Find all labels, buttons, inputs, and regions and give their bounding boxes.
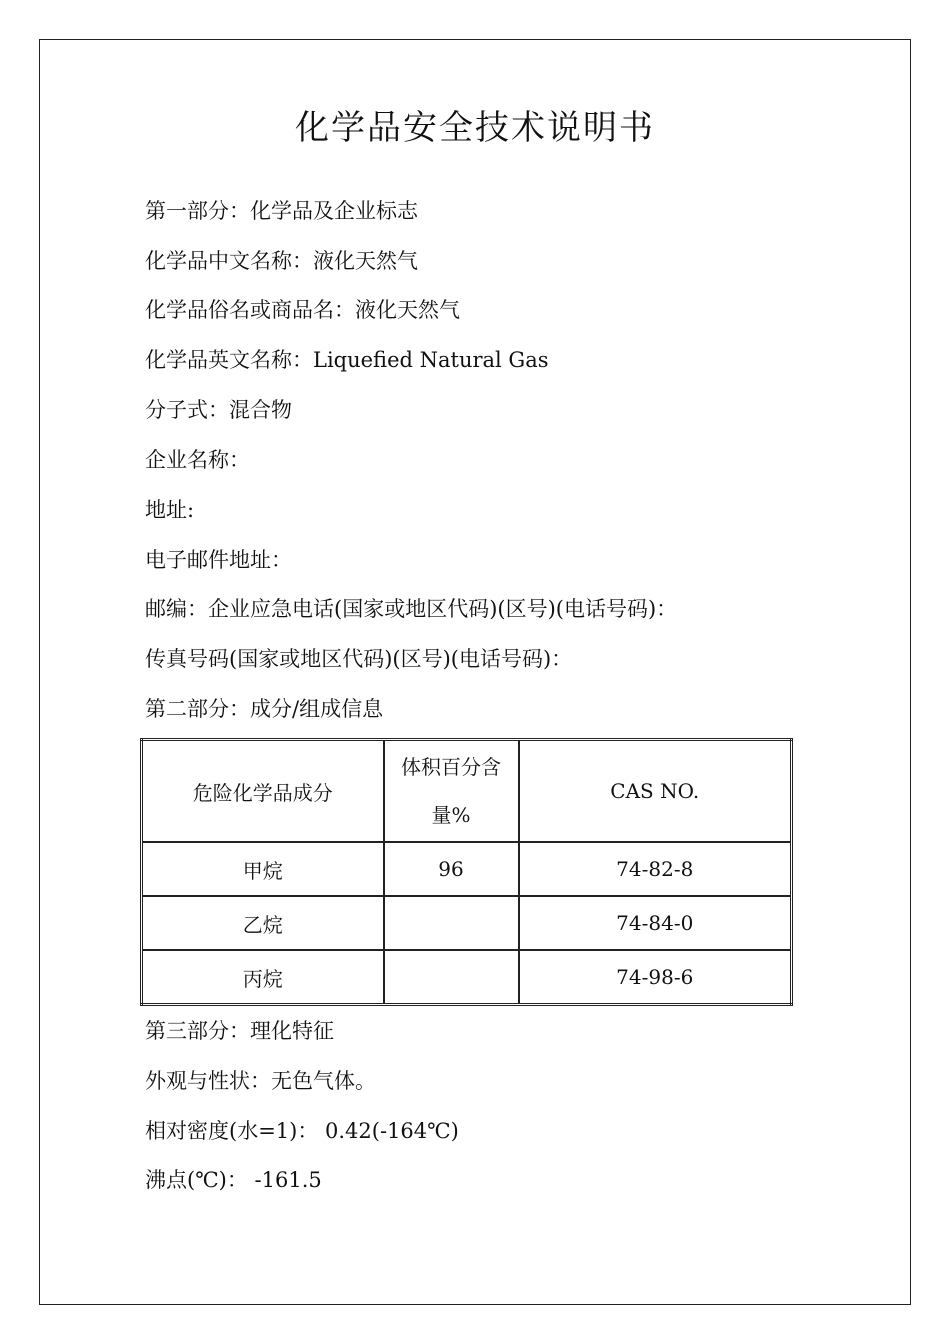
email-address: 电子邮件地址：: [145, 548, 292, 572]
component-cell: 甲烷: [142, 842, 384, 896]
cas-cell: 74-84-0: [519, 896, 792, 950]
table-row: [142, 896, 792, 950]
company-name: 企业名称：: [145, 448, 250, 472]
english-name: 化学品英文名称：Liquefied Natural Gas: [145, 348, 549, 372]
trade-name: 化学品俗名或商品名：液化天然气: [145, 298, 460, 322]
cas-cell: 74-82-8: [519, 842, 792, 896]
header-volume-percent: 体积百分含量%: [384, 740, 519, 843]
address: 地址:: [145, 498, 195, 522]
header-component: 危险化学品成分: [142, 740, 384, 843]
postcode-emergency-phone: 邮编：企业应急电话(国家或地区代码)(区号)(电话号码)：: [145, 597, 678, 621]
fax-number: 传真号码(国家或地区代码)(区号)(电话号码)：: [145, 647, 573, 671]
chinese-name: 化学品中文名称：液化天然气: [145, 249, 418, 273]
document-title: 化学品安全技术说明书: [295, 108, 655, 148]
header-cas-no: CAS NO.: [519, 740, 792, 843]
table-row: [142, 842, 792, 896]
molecular-formula: 分子式：混合物: [145, 398, 292, 422]
volume-cell: 96: [384, 842, 519, 896]
volume-cell: [384, 950, 519, 1005]
boiling-point: 沸点(℃)： -161.5: [145, 1168, 322, 1192]
component-cell: 丙烷: [142, 950, 384, 1005]
section-1-heading: 第一部分：化学品及企业标志: [145, 199, 418, 223]
table-header-row: [142, 740, 792, 843]
appearance: 外观与性状：无色气体。: [145, 1069, 376, 1093]
composition-table: [140, 738, 793, 1006]
relative-density: 相对密度(水=1)： 0.42(-164℃): [145, 1119, 459, 1143]
volume-cell: [384, 896, 519, 950]
cas-cell: 74-98-6: [519, 950, 792, 1005]
table-row: [142, 950, 792, 1005]
section-3-heading: 第三部分：理化特征: [145, 1019, 334, 1043]
section-2-heading: 第二部分：成分/组成信息: [145, 697, 384, 721]
component-cell: 乙烷: [142, 896, 384, 950]
